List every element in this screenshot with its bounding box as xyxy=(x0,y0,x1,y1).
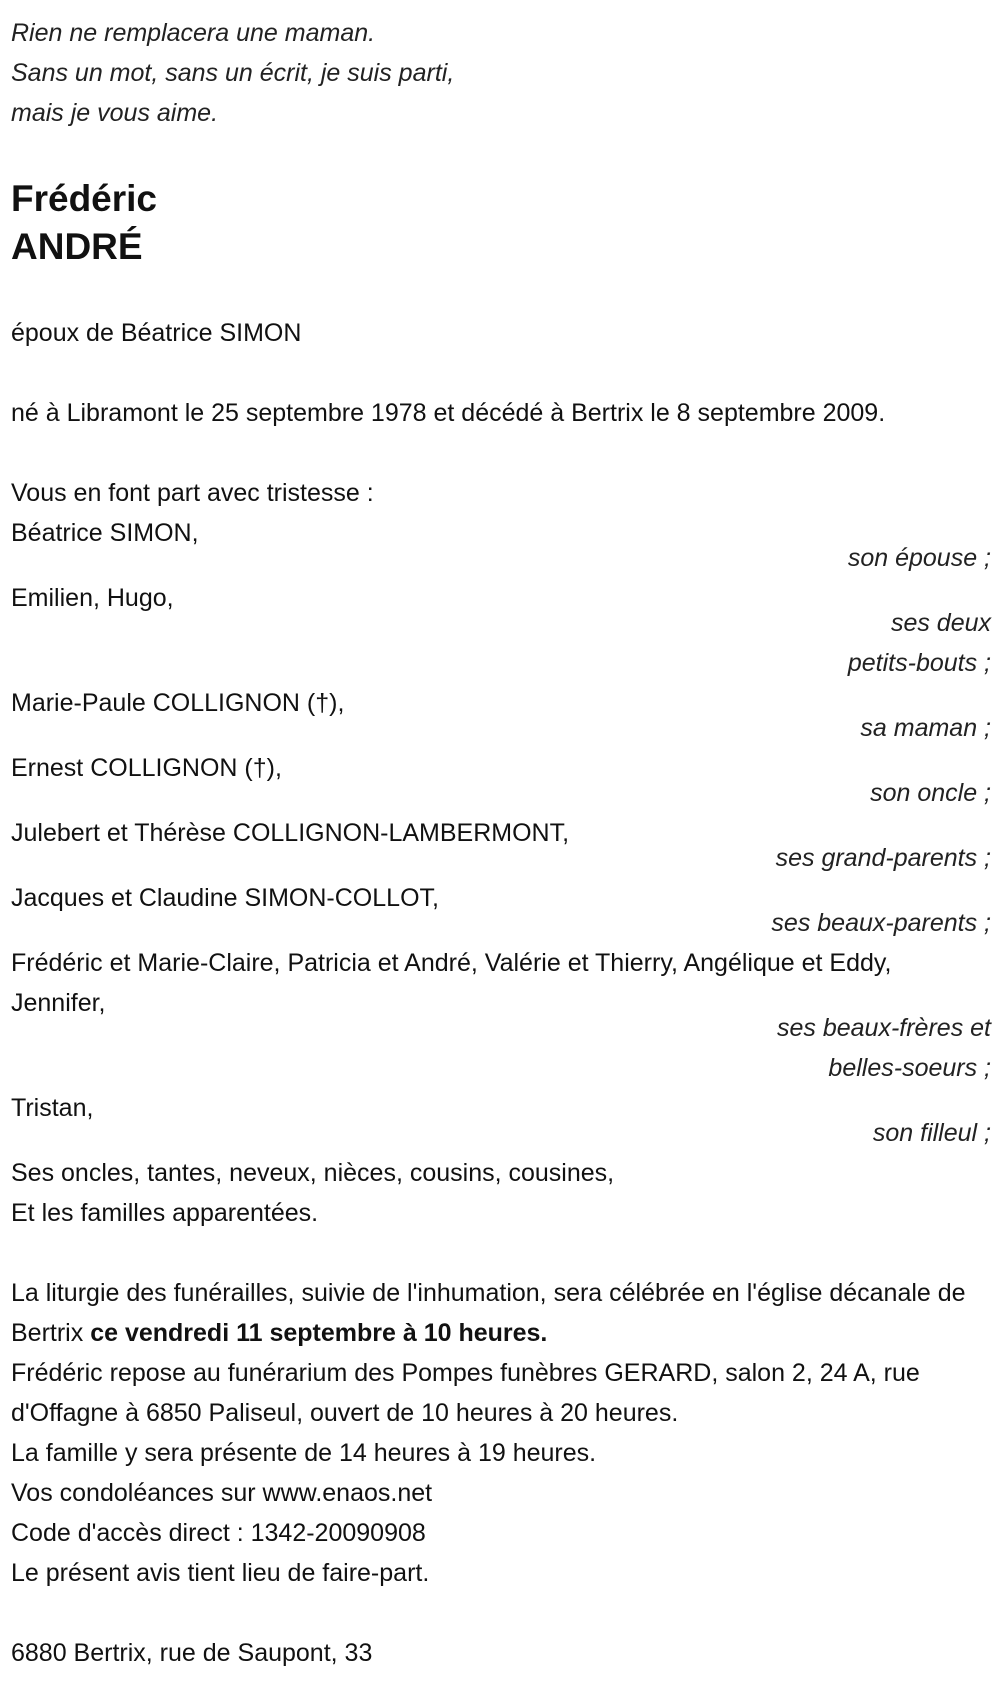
family-relation: ses beaux-parents ; xyxy=(771,909,991,937)
epitaph-line: mais je vous aime. xyxy=(11,99,219,127)
family-entry xyxy=(11,878,991,943)
family-relation: sa maman ; xyxy=(860,714,991,742)
family-relation: ses beaux-frères et xyxy=(777,1014,991,1042)
family-names: Béatrice SIMON, xyxy=(11,519,199,547)
family-names: Marie-Paule COLLIGNON (†), xyxy=(11,689,345,717)
family-relation: petits-bouts ; xyxy=(847,649,991,677)
family-entry xyxy=(11,578,991,683)
family-names: Emilien, Hugo, xyxy=(11,584,174,612)
ceremony-text: La liturgie des funérailles, suivie de l'inhumation, sera célébrée en l'église décanale de Bertrix xyxy=(11,1279,966,1347)
extended-family-line: Ses oncles, tantes, neveux, nièces, cousins, cousines, xyxy=(11,1159,615,1187)
family-relation: belles-soeurs ; xyxy=(828,1054,991,1082)
family-names: Tristan, xyxy=(11,1094,94,1122)
family-relation: ses deux xyxy=(890,609,991,637)
family-names: Frédéric et Marie-Claire, Patricia et André, Valérie et Thierry, Angélique et Eddy, Jennifer, xyxy=(11,949,892,1017)
epitaph-line: Sans un mot, sans un écrit, je suis parti, xyxy=(11,59,455,87)
family-relation: son épouse ; xyxy=(847,544,991,572)
family-entry xyxy=(11,813,991,878)
ceremony xyxy=(11,1273,991,1353)
details-line: Vos condoléances sur www.enaos.net xyxy=(11,1479,433,1507)
ceremony-date: ce vendredi 11 septembre à 10 heures. xyxy=(90,1319,548,1347)
family-entry xyxy=(11,748,991,813)
first-name: Frédéric xyxy=(11,178,158,219)
family-names: Jacques et Claudine SIMON-COLLOT, xyxy=(11,884,439,912)
epitaph xyxy=(11,13,991,133)
family-entry xyxy=(11,1088,991,1153)
family-names: Julebert et Thérèse COLLIGNON-LAMBERMONT, xyxy=(11,819,570,847)
deceased-name xyxy=(11,175,991,271)
family-entry xyxy=(11,683,991,748)
family-relation: ses grand-parents ; xyxy=(775,844,991,872)
announcement-intro: Vous en font part avec tristesse : xyxy=(11,479,374,507)
family-entry xyxy=(11,943,991,1088)
family-list xyxy=(11,513,991,1153)
family-entry xyxy=(11,513,991,578)
details-line: La famille y sera présente de 14 heures à 19 heures. xyxy=(11,1439,597,1467)
epitaph-line: Rien ne remplacera une maman. xyxy=(11,19,376,47)
details-line: Frédéric repose au funérarium des Pompes funèbres GERARD, salon 2, 24 A, rue d'Offagne à 6850 Paliseul, ouvert de 10 heures à 20 heures. xyxy=(11,1359,920,1427)
last-name: ANDRÉ xyxy=(11,226,143,267)
details-line: Le présent avis tient lieu de faire-part. xyxy=(11,1559,430,1587)
spouse-line: époux de Béatrice SIMON xyxy=(11,319,302,347)
family-relation: son oncle ; xyxy=(870,779,991,807)
family-names: Ernest COLLIGNON (†), xyxy=(11,754,282,782)
family-relation: son filleul ; xyxy=(872,1119,991,1147)
birth-death: né à Libramont le 25 septembre 1978 et décédé à Bertrix le 8 septembre 2009. xyxy=(11,399,886,427)
obituary xyxy=(11,0,991,1673)
address: 6880 Bertrix, rue de Saupont, 33 xyxy=(11,1639,373,1667)
extended-family-line: Et les familles apparentées. xyxy=(11,1199,319,1227)
details-line: Code d'accès direct : 1342-20090908 xyxy=(11,1519,426,1547)
